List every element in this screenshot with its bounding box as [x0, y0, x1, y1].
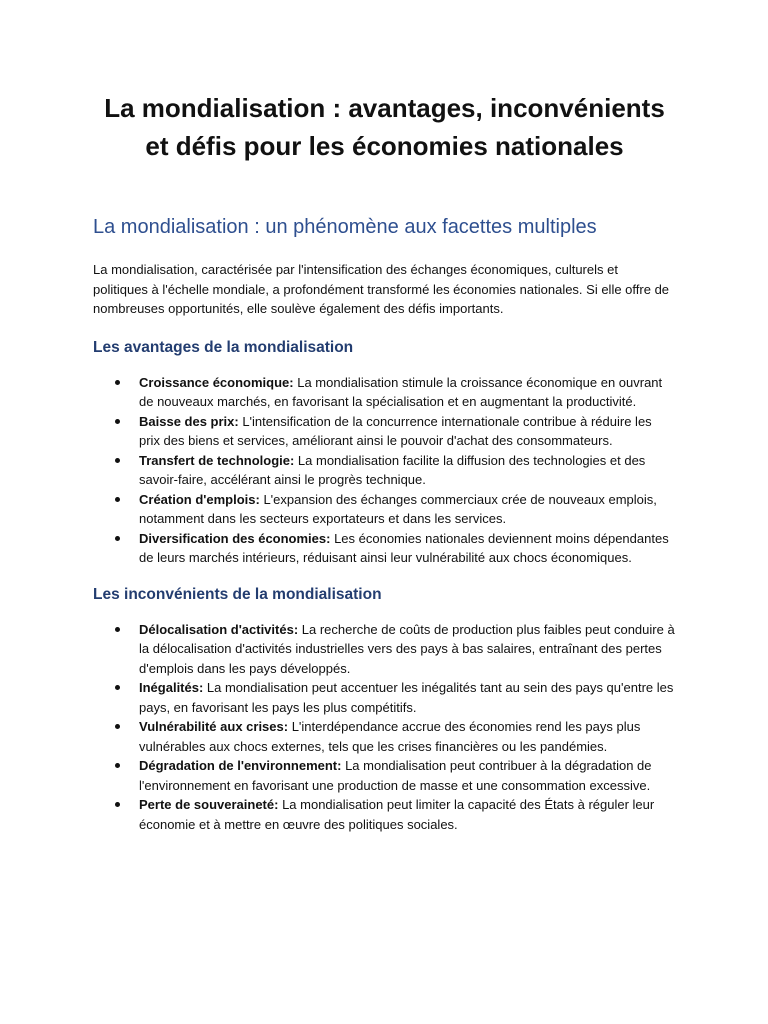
disadvantages-heading: Les inconvénients de la mondialisation: [93, 585, 382, 603]
bullet-icon: [115, 380, 120, 385]
title-line-2: et défis pour les économies nationales: [145, 131, 624, 161]
advantages-heading: Les avantages de la mondialisation: [93, 338, 354, 356]
bullet-icon: [115, 802, 120, 807]
item-term: Transfert de technologie:: [139, 452, 295, 468]
item-term: Dégradation de l'environnement:: [139, 758, 342, 773]
list-item: [139, 529, 676, 568]
list-item: [139, 795, 676, 834]
disadvantages-list: [93, 620, 676, 835]
bullet-icon: [115, 536, 120, 541]
bullet-icon: [115, 763, 120, 768]
bullet-icon: [115, 685, 120, 690]
item-term: Inégalités:: [139, 680, 204, 695]
list-item: [139, 373, 676, 412]
item-term: Vulnérabilité aux crises:: [139, 719, 289, 734]
list-item: [139, 412, 676, 451]
item-term: Création d'emplois:: [139, 491, 260, 507]
bullet-icon: [115, 419, 120, 424]
list-item: [139, 717, 676, 756]
item-text: Les économies nationales deviennent moins dépendantes de leurs marchés intérieurs, réduisant ainsi leur vulnérabilité aux chocs économiques.: [139, 530, 669, 565]
bullet-icon: [115, 458, 120, 463]
list-item: [139, 756, 676, 795]
item-text: L'expansion des échanges commerciaux crée de nouveaux emplois, notamment dans les secteurs exportateurs et dans les services.: [139, 491, 657, 526]
advantages-list: [93, 373, 676, 568]
list-item: [139, 678, 676, 717]
section-heading: La mondialisation : un phénomène aux facettes multiples: [93, 216, 597, 238]
item-text: L'intensification de la concurrence internationale contribue à réduire les prix des biens et services, améliorant ainsi le pouvoir d'achat des consommateurs.: [139, 413, 652, 448]
bullet-icon: [115, 724, 120, 729]
item-term: Baisse des prix:: [139, 413, 239, 429]
item-text: La mondialisation stimule la croissance économique en ouvrant de nouveaux marchés, en favorisant la spécialisation et en augmentant la productivité.: [139, 374, 663, 409]
item-text: La mondialisation facilite la diffusion des technologies et des savoir-faire, accélérant ainsi le progrès technique.: [139, 452, 646, 487]
item-text: L'interdépendance accrue des économies rend les pays plus vulnérables aux chocs externes, tels que les crises financières ou les pandémies.: [139, 719, 641, 754]
item-text: La mondialisation peut limiter la capacité des États à réguler leur économie et à mettre en œuvre des politiques sociales.: [139, 797, 655, 832]
item-text: La mondialisation peut accentuer les inégalités tant au sein des pays qu'entre les pays, en favorisant les pays les plus compétitifs.: [139, 680, 674, 715]
item-term: Perte de souveraineté:: [139, 797, 279, 812]
bullet-icon: [115, 497, 120, 502]
bullet-icon: [115, 627, 120, 632]
item-term: Délocalisation d'activités:: [139, 621, 299, 637]
title-line-1: La mondialisation : avantages, inconvénients: [104, 93, 665, 123]
item-term: Croissance économique:: [139, 374, 294, 390]
intro-paragraph: La mondialisation, caractérisée par l'intensification des échanges économiques, culturels et politiques à l'échelle mondiale, a profondément transformé les économies nationales. Si elle offre de nombreuses opportunités, elle soulève également des défis importants.: [93, 262, 670, 316]
list-item: [139, 490, 676, 529]
document-title: [93, 0, 676, 165]
item-text: La mondialisation peut contribuer à la dégradation de l'environnement en favorisant une production de masse et une consommation excessive.: [139, 758, 652, 793]
item-text: La recherche de coûts de production plus faibles peut conduire à la délocalisation d'activités industrielles vers des pays à bas salaires, entraînant des pertes d'emplois dans les pays développés.: [139, 621, 675, 676]
list-item: [139, 451, 676, 490]
item-term: Diversification des économies:: [139, 530, 331, 546]
list-item: [139, 620, 676, 679]
